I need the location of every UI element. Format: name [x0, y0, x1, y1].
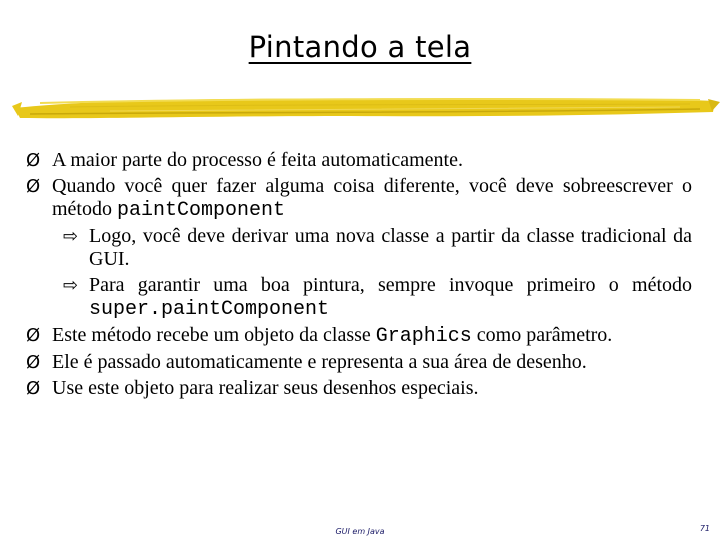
footer-text: GUI em Java — [335, 527, 385, 536]
code-term: super.paintComponent — [89, 298, 330, 321]
bullet-item — [24, 149, 692, 172]
bullet-item — [24, 175, 692, 222]
text-span: Este método recebe um objeto da classe — [52, 324, 376, 346]
bullet-text — [89, 274, 692, 321]
bullet-text — [52, 377, 692, 400]
text-span: Ele é passado automaticamente e representa a sua área de desenho. — [52, 351, 587, 373]
outline-arrow-bullet-icon: ⇨ — [63, 275, 79, 296]
text-span: A maior parte do processo é feita automaticamente. — [52, 149, 463, 171]
text-span: como parâmetro. — [471, 324, 613, 346]
sub-bullet-item — [24, 225, 692, 271]
bullet-item — [24, 324, 692, 348]
text-span: Quando você quer fazer alguma coisa diferente, você deve sobreescrever o método — [52, 175, 692, 220]
arrow-bullet-icon: Ø — [26, 325, 41, 346]
arrow-bullet-icon: Ø — [26, 378, 41, 399]
bullet-list — [24, 149, 692, 403]
outline-arrow-bullet-icon: ⇨ — [63, 226, 79, 247]
bullet-text — [52, 149, 692, 172]
highlighter-stroke-divider — [10, 92, 720, 124]
bullet-item — [24, 377, 692, 400]
arrow-bullet-icon: Ø — [26, 352, 41, 373]
text-span: Logo, você deve derivar uma nova classe a partir da classe tradicional da GUI. — [89, 225, 692, 270]
arrow-bullet-icon: Ø — [26, 176, 41, 197]
bullet-text — [52, 175, 692, 222]
arrow-bullet-icon: Ø — [26, 150, 41, 171]
bullet-text — [52, 351, 692, 374]
text-span: Use este objeto para realizar seus desenhos especiais. — [52, 377, 479, 399]
page-number: 71 — [699, 524, 710, 533]
bullet-text — [89, 225, 692, 271]
bullet-text — [52, 324, 692, 348]
bullet-item — [24, 351, 692, 374]
code-term: Graphics — [375, 325, 472, 348]
sub-bullet-item — [24, 274, 692, 321]
code-term: paintComponent — [117, 199, 286, 222]
slide-title: Pintando a tela — [248, 30, 472, 64]
text-span: Para garantir uma boa pintura, sempre invoque primeiro o método — [89, 274, 692, 296]
